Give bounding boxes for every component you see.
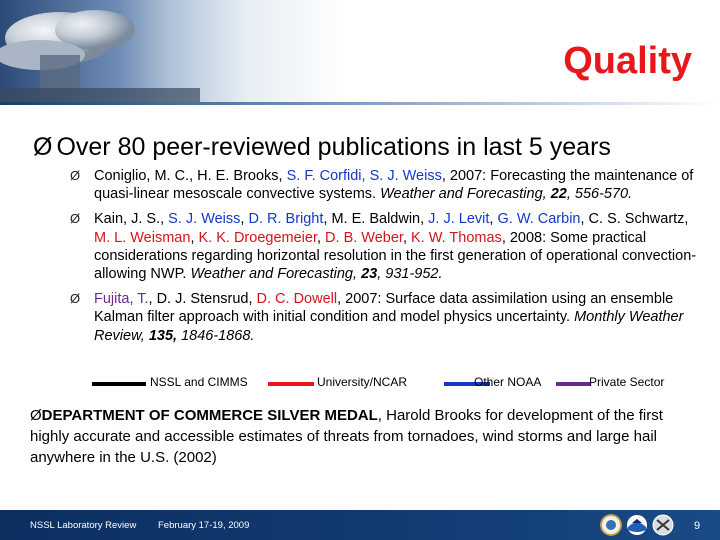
storm-cloud-image — [0, 0, 200, 105]
legend-swatch — [556, 382, 590, 386]
citation-text: K. W. Thomas — [411, 229, 502, 246]
citation-text: , 931-952. — [377, 266, 443, 283]
citation-text: S. F. Corfidi, S. J. Weiss — [286, 168, 442, 184]
medal-description: , Harold Brooks for development of the first highly accurate and accessible estimates of threats from tornadoes, wind storms and large hail anywhere in the U.S. (2002) — [30, 407, 663, 466]
arrow-bullet-icon: Ø — [30, 407, 42, 424]
citation-text: , — [402, 229, 412, 246]
legend-label: University/NCAR — [317, 375, 408, 389]
legend-swatch — [92, 382, 146, 386]
citation-text: K. K. Droegemeier — [198, 229, 317, 246]
citation-text: , M. E. Baldwin, — [323, 211, 429, 228]
citation-text: Fujita, T. — [94, 291, 149, 308]
citation-text: D. B. Weber — [325, 229, 403, 246]
citation-text: G. W. Carbin — [497, 211, 581, 228]
slide-title: Quality — [563, 40, 692, 82]
citation-text: Coniglio, M. C., H. E. Brooks, — [94, 168, 287, 184]
commerce-seal-icon — [600, 514, 622, 536]
citation-text: , — [190, 229, 199, 246]
nssl-logo-icon — [652, 514, 674, 536]
publication-item — [70, 167, 700, 203]
citation-text: Monthly Weather Review, — [94, 309, 684, 344]
citation-text: , 556-570. — [566, 186, 633, 203]
citation-text: J. J. Levit — [428, 211, 490, 228]
citation-text: Weather and Forecasting, — [190, 266, 362, 283]
arrow-bullet-icon: Ø — [70, 168, 81, 183]
citation-text: S. J. Weiss — [168, 211, 241, 228]
citation-text: , — [240, 211, 249, 228]
citation-text: 135, — [148, 327, 178, 344]
citation-text: , D. J. Stensrud, — [148, 291, 257, 308]
citation-text: D. R. Bright — [248, 211, 324, 228]
author-legend — [92, 374, 692, 392]
publication-item — [70, 290, 700, 345]
header-divider — [0, 102, 720, 105]
citation-text: 1846-1868. — [177, 327, 255, 344]
footer-event: NSSL Laboratory Review — [30, 520, 137, 531]
page-number: 9 — [694, 520, 701, 532]
citation-text: , 2007: Surface data assimilation using an ensemble Kalman filter approach with initial condition and model physics uncertainty. — [94, 291, 674, 326]
citation-text: , 2007: Forecasting the maintenance of quasi-linear mesoscale convective systems. — [94, 168, 694, 203]
publication-item — [70, 210, 700, 283]
noaa-logo-icon — [626, 514, 648, 536]
citation-text: , C. S. Schwartz, — [580, 211, 689, 228]
section-heading — [33, 133, 611, 162]
heading-text: Over 80 peer-reviewed publications in last 5 years — [56, 133, 611, 161]
header-banner — [0, 0, 720, 105]
legend-label: Other NOAA — [474, 375, 542, 389]
footer-date: February 17-19, 2009 — [158, 520, 250, 531]
legend-label: Private Sector — [589, 375, 665, 389]
medal-note — [30, 405, 700, 468]
arrow-bullet-icon: Ø — [70, 291, 81, 307]
legend-swatch — [268, 382, 314, 386]
citation-text: Weather and Forecasting, — [380, 186, 551, 203]
legend-label: NSSL and CIMMS — [150, 375, 248, 389]
footer-bar — [0, 510, 720, 540]
medal-title: DEPARTMENT OF COMMERCE SILVER MEDAL — [41, 407, 378, 424]
citation-text: M. L. Weisman — [94, 229, 191, 246]
citation-text: , 2008: Some practical considerations regarding horizontal resolution in the first generation of operational convection-allowing NWP. — [94, 229, 697, 283]
arrow-bullet-icon: Ø — [70, 211, 81, 227]
citation-text: 22 — [550, 186, 567, 203]
citation-text: Kain, J. S., — [94, 211, 169, 228]
citation-text: D. C. Dowell — [256, 291, 338, 308]
publication-list — [70, 167, 700, 352]
citation-text: , — [489, 211, 498, 228]
arrow-bullet-icon: Ø — [33, 133, 53, 161]
citation-text: , — [316, 229, 326, 246]
citation-text: 23 — [361, 266, 378, 283]
